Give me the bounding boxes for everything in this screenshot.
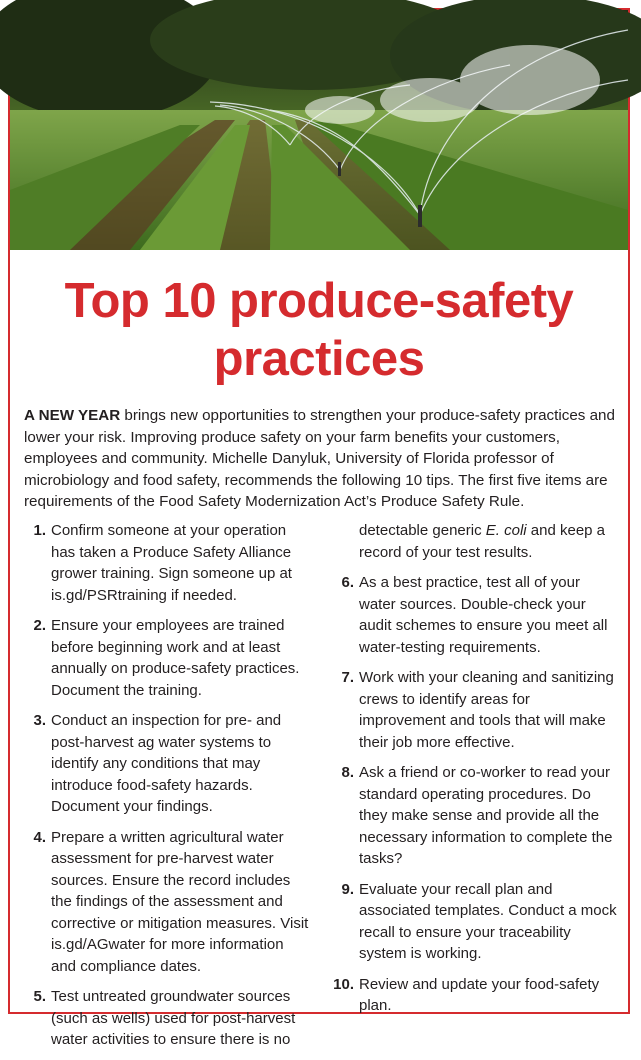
tip-text: Ask a friend or co-worker to read your standard operating procedures. Do they make sense and provide all the necessary information to complete the tasks? [359,764,613,867]
tip-text: Evaluate your recall plan and associated templates. Conduct a mock recall to ensure your traceability system is working. [359,880,617,962]
tip-continuation-italic: E. coli [485,522,527,539]
sprinkler-crop-rows-image [10,10,628,250]
article-card [8,8,630,1048]
tip-text: As a best practice, test all of your water sources. Double-check your audit schemes to ensure you meet all water-testing requirements. [359,574,608,656]
page-title: Top 10 produce-safety practices [64,274,574,386]
tip-number: 6. [341,574,354,591]
tip-item [24,710,310,818]
tip-number: 2. [33,617,46,634]
tips-column-right [332,520,618,1026]
tip-number: 10. [333,975,354,993]
tip-text: Confirm someone at your operation has taken a Produce Safety Alliance grower training. Sign someone up at is.gd/PSRtraining if needed. [51,522,292,604]
irrigation-field-photo [10,10,628,250]
tip-number: 3. [33,712,46,729]
tip-continuation-text: detectable generic [359,522,486,539]
tip-item [24,986,310,1051]
tip-continuation [332,520,618,563]
tip-number: 7. [341,669,354,686]
tip-text: Ensure your employees are trained before beginning work and at least annually on produce-safety practices. Document the training. [51,617,300,699]
tip-item [332,879,618,965]
tip-text: Test untreated groundwater sources (such as wells) used for post-harvest water activities to ensure there is no [51,988,296,1048]
tip-number: 9. [341,880,354,898]
tip-item [24,615,310,701]
tip-number: 8. [341,764,354,781]
tip-text: Prepare a written agricultural water assessment for pre-harvest water sources. Ensure the record includes the findings of the assessment and corrective or mitigation measures. Visit is.gd/AGwater for more information and compliance dates. [51,828,309,975]
tip-item [332,974,618,1017]
tip-item [332,762,618,870]
tip-text: Work with your cleaning and sanitizing crews to identify areas for improvement and tools that will make their job more effective. [359,669,614,751]
tip-number: 1. [33,522,46,539]
tip-item [24,827,310,978]
tip-item [332,572,618,658]
tip-text: Conduct an inspection for pre- and post-harvest ag water systems to identify any conditions that may introduce food-safety hazards. Document your findings. [51,712,282,815]
tip-continuation-text-end: and keep a record of your test results. [359,522,606,561]
tip-item [332,667,618,753]
tips-column-left [24,520,310,1060]
tip-number: 4. [33,828,46,846]
tip-text: Review and update your food-safety plan. [359,975,600,1014]
intro-body: brings new opportunities to strengthen your produce-safety practices and lower your risk. Improving produce safety on your farm benefits your customers, employees and community. Michelle Danyluk, University of Florida professor of microbiology and food safety, recommends the following 10 tips. The first five items are requirements of the Food Safety Modernization Act’s Produce Safety Rule. [24,407,615,510]
tip-number: 5. [33,988,46,1005]
intro-paragraph [24,405,620,513]
intro-lead: A NEW YEAR [24,407,121,424]
tip-item [24,520,310,606]
